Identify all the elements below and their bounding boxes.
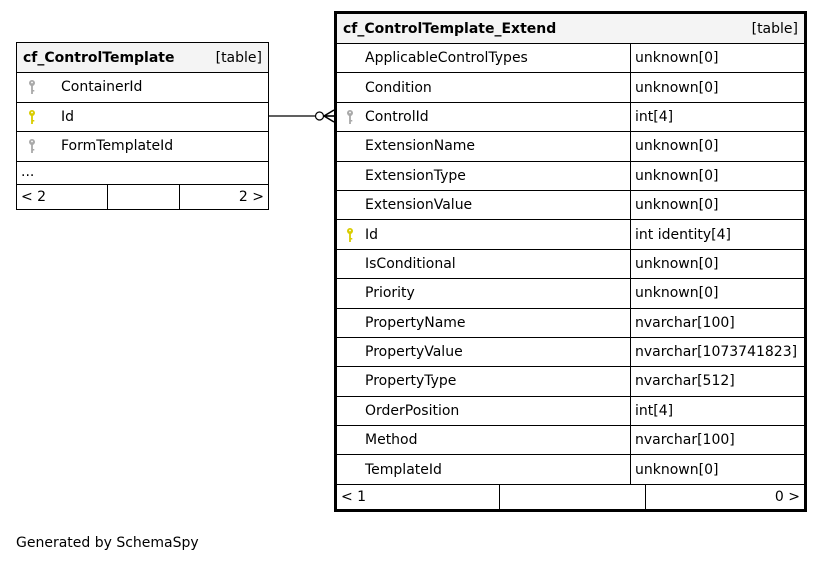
column-type: int identity[4] [635,226,731,243]
column-row-propertyvalue[interactable] [337,338,804,367]
table-header[interactable] [17,43,268,73]
column-type: unknown[0] [635,285,719,302]
column-type: unknown[0] [635,79,719,96]
generated-by-credit: Generated by SchemaSpy [16,535,199,551]
column-name: ExtensionValue [365,197,473,214]
column-row-method[interactable] [337,426,804,455]
column-type: unknown[0] [635,167,719,184]
column-row-controlid[interactable] [337,103,804,132]
column-row-propertyname[interactable] [337,309,804,338]
column-name: OrderPosition [365,402,460,419]
column-name-cell [337,455,631,483]
table-kind-label: [table] [215,49,262,66]
column-name: TemplateId [365,461,442,478]
column-name-cell [337,309,631,337]
column-name-cell [337,103,631,131]
column-row-templateid[interactable] [337,455,804,484]
column-name: ContainerId [61,79,143,96]
column-name-cell [17,132,268,161]
column-row-orderposition[interactable] [337,397,804,426]
zero-cardinality-circle [316,112,324,120]
column-name: ControlId [365,108,429,125]
column-name-cell [337,250,631,278]
column-name-cell [337,367,631,395]
column-name-cell [337,338,631,366]
many-crowfoot-marker [324,110,334,122]
footer-spacer [108,185,180,209]
column-row-id[interactable] [17,103,268,133]
table-header[interactable] [337,14,804,44]
column-type: unknown[0] [635,255,719,272]
column-name: ExtensionType [365,167,466,184]
column-name-cell [337,397,631,425]
children-count-link[interactable]: 2 > [238,188,264,205]
table-cf-controltemplate[interactable] [16,42,269,210]
column-type: unknown[0] [635,461,719,478]
table-name[interactable]: cf_ControlTemplate [23,49,175,66]
column-name-cell [337,132,631,160]
column-name: ExtensionName [365,138,476,155]
column-name-cell [337,220,631,248]
column-type: nvarchar[100] [635,314,735,331]
column-name-cell [337,73,631,101]
table-footer [337,485,804,509]
footer-spacer [500,485,646,509]
column-name-cell [17,73,268,102]
children-count-link[interactable]: 0 > [774,488,800,505]
column-type: nvarchar[512] [635,373,735,390]
foreign-key-icon [17,138,47,154]
column-name: PropertyName [365,314,466,331]
column-row-priority[interactable] [337,279,804,308]
column-type: unknown[0] [635,138,719,155]
column-name: Method [365,432,418,449]
column-row-applicablecontroltypes[interactable] [337,44,804,73]
column-row-condition[interactable] [337,73,804,102]
column-name-cell [337,426,631,454]
table-name[interactable]: cf_ControlTemplate_Extend [343,20,557,37]
parents-count-link[interactable]: < 1 [337,485,500,509]
column-name-cell [17,103,268,132]
column-name: Condition [365,79,432,96]
column-row-extensiontype[interactable] [337,162,804,191]
table-cf-controltemplate-extend[interactable] [334,11,807,512]
column-name-cell [337,44,631,72]
column-type: unknown[0] [635,197,719,214]
more-columns-ellipsis: ... [17,162,268,185]
column-name: Priority [365,285,415,302]
column-row-formtemplateid[interactable] [17,132,268,162]
table-kind-label: [table] [751,20,798,37]
column-row-extensionname[interactable] [337,132,804,161]
column-type: int[4] [635,402,674,419]
column-row-propertytype[interactable] [337,367,804,396]
column-type: unknown[0] [635,50,719,67]
foreign-key-icon [337,109,363,125]
column-name: Id [365,226,379,243]
column-name: Id [61,108,75,125]
column-name: PropertyValue [365,344,463,361]
column-name-cell [337,191,631,219]
foreign-key-icon [17,79,47,95]
primary-key-icon [337,227,363,243]
table-footer [17,185,268,209]
column-type: nvarchar[1073741823] [635,344,798,361]
column-row-id[interactable] [337,220,804,249]
column-name: PropertyType [365,373,457,390]
parents-count-link[interactable]: < 2 [17,185,108,209]
column-name: ApplicableControlTypes [365,50,528,67]
column-type: int[4] [635,108,674,125]
column-type: nvarchar[100] [635,432,735,449]
column-name: IsConditional [365,255,456,272]
primary-key-icon [17,109,47,125]
column-row-containerid[interactable] [17,73,268,103]
column-name-cell [337,162,631,190]
column-name-cell [337,279,631,307]
column-name: FormTemplateId [61,138,174,155]
column-row-extensionvalue[interactable] [337,191,804,220]
column-row-isconditional[interactable] [337,250,804,279]
